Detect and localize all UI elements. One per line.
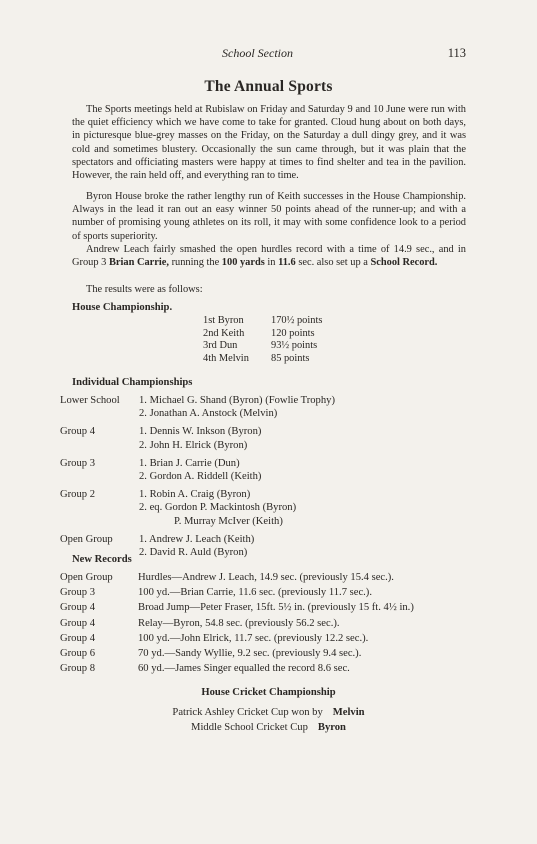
list-item <box>0 720 537 735</box>
record-group: Group 8 <box>60 663 96 675</box>
house-points: 93½ points <box>271 340 318 352</box>
table-row <box>60 616 414 631</box>
table-row <box>60 570 414 585</box>
table-row <box>203 328 322 341</box>
individual-championships-heading: Individual Championships <box>72 377 193 388</box>
entry: 1. Andrew J. Leach (Keith) <box>139 533 255 545</box>
cricket-championship-list <box>0 705 537 735</box>
record-holder-name: Brian Carrie, <box>108 257 169 269</box>
group-name: Group 2 <box>60 489 96 501</box>
table-row <box>203 340 322 353</box>
record-group: Group 4 <box>60 602 96 614</box>
house-points: 85 points <box>271 352 310 364</box>
text-run: in <box>264 257 279 269</box>
entry: 1. Robin A. Craig (Byron) <box>139 489 251 501</box>
group-name: Group 3 <box>60 457 96 469</box>
house-position: 3rd Dun <box>203 340 238 352</box>
record-text: 100 yd.—John Elrick, 11.7 sec. (previously 12.2 sec.). <box>138 632 369 644</box>
group-entries <box>139 425 261 451</box>
page-number: 113 <box>447 46 466 60</box>
group-entries <box>139 457 261 483</box>
record-text: Relay—Byron, 54.8 sec. (previously 56.2 sec.). <box>138 617 340 629</box>
record-text: Broad Jump—Peter Fraser, 15ft. 5½ in. (previously 15 ft. 4½ in.) <box>138 602 414 614</box>
record-group: Open Group <box>60 572 113 583</box>
table-row <box>60 646 414 661</box>
house-championship-heading: House Championship. <box>72 302 173 313</box>
list-item <box>60 394 480 420</box>
entry-continuation: P. Murray McIver (Keith) <box>174 515 283 527</box>
text-run: Andrew Leach fairly smashed the open hurdles record with a time of 14.9 sec., and in Group 3 <box>72 244 466 269</box>
record-time: 11.6 <box>278 257 296 269</box>
table-row <box>203 315 322 328</box>
paragraph-4 <box>72 283 466 296</box>
cup-name: Middle School Cricket Cup <box>191 722 308 733</box>
entry: 2. John H. Elrick (Byron) <box>139 439 248 451</box>
individual-championships-list <box>60 394 480 564</box>
paragraph-1 <box>72 103 466 182</box>
new-records-list <box>60 570 414 676</box>
house-position: 1st Byron <box>203 315 244 326</box>
paragraph-text: The results were as follows: <box>86 284 203 295</box>
running-head <box>0 46 537 62</box>
entry: 1. Brian J. Carrie (Dun) <box>139 457 240 469</box>
entry: 2. Jonathan A. Anstock (Melvin) <box>139 408 278 420</box>
record-text: 70 yd.—Sandy Wyllie, 9.2 sec. (previously 9.4 sec.). <box>138 648 362 660</box>
list-item <box>60 457 480 483</box>
record-group: Group 4 <box>60 617 96 629</box>
record-event: 100 yards <box>221 257 265 269</box>
text-run: running the <box>168 257 222 269</box>
list-item <box>60 488 480 528</box>
group-name: Lower School <box>60 395 120 406</box>
entry: 1. Michael G. Shand (Byron) (Fowlie Trophy) <box>139 395 335 406</box>
entry: 1. Dennis W. Inkson (Byron) <box>139 426 262 438</box>
table-row <box>60 585 414 600</box>
cricket-championship-heading: House Cricket Championship <box>201 687 336 698</box>
section-name: School Section <box>222 46 293 60</box>
entry: 2. Gordon A. Riddell (Keith) <box>139 471 262 483</box>
list-item <box>0 705 537 720</box>
paragraph-text <box>72 243 466 269</box>
record-text: Hurdles—Andrew J. Leach, 14.9 sec. (previously 15.4 sec.). <box>138 572 394 583</box>
paragraph-text: The Sports meetings held at Rubislaw on Friday and Saturday 9 and 10 June were run with the quiet efficiency which we have come to take for granted. Cloud hung about on both days, in picturesque blue-grey masses on the Friday, on the Saturday a dull dingy grey, and it was cold and sometimes blustery. Occasionally the sun came through, but it was plain that the spectators and officiating masters were happy at times to find shelter and tea in the pavilion. However, the rain held off, and everything ran to time. <box>72 104 466 182</box>
entry: 2. eq. Gordon P. Mackintosh (Byron) <box>139 502 297 514</box>
cup-winner: Melvin <box>332 707 365 718</box>
table-row <box>60 600 414 615</box>
page-title: The Annual Sports <box>204 78 333 95</box>
record-group: Group 6 <box>60 648 96 660</box>
entry: 2. David R. Auld (Byron) <box>139 547 248 559</box>
group-entries <box>139 394 335 420</box>
cup-winner: Byron <box>317 722 346 733</box>
house-points: 120 points <box>271 327 315 339</box>
house-position: 2nd Keith <box>203 327 245 339</box>
record-text: 100 yd.—Brian Carrie, 11.6 sec. (previously 11.7 sec.). <box>138 587 372 599</box>
record-text: 60 yd.—James Singer equalled the record 8.6 sec. <box>138 663 350 675</box>
group-name: Group 4 <box>60 426 96 438</box>
text-run: sec. also set up a <box>295 257 371 269</box>
record-group: Group 3 <box>60 587 96 599</box>
house-position: 4th Melvin <box>203 352 249 364</box>
group-name: Open Group <box>60 533 113 545</box>
house-points: 170½ points <box>271 315 323 326</box>
table-row <box>60 661 414 676</box>
paragraph-2 <box>72 190 466 243</box>
cup-name: Patrick Ashley Cricket Cup won by <box>172 707 323 718</box>
new-records-heading: New Records <box>72 554 132 565</box>
paragraph-text: Byron House broke the rather lengthy run of Keith successes in the House Championship. Always in the lead it ran out an easy winner 50 points ahead of the runner-up; and with a number of promising young athletes on its roll, it may with some confidence look to a period of sports superiority. <box>72 191 466 242</box>
group-entries <box>139 533 254 559</box>
group-entries <box>139 488 296 528</box>
table-row <box>203 353 322 366</box>
record-group: Group 4 <box>60 632 96 644</box>
table-row <box>60 631 414 646</box>
list-item <box>60 425 480 451</box>
paragraph-3 <box>72 243 466 269</box>
school-record-label: School Record. <box>370 257 438 269</box>
house-championship-table <box>203 315 322 365</box>
